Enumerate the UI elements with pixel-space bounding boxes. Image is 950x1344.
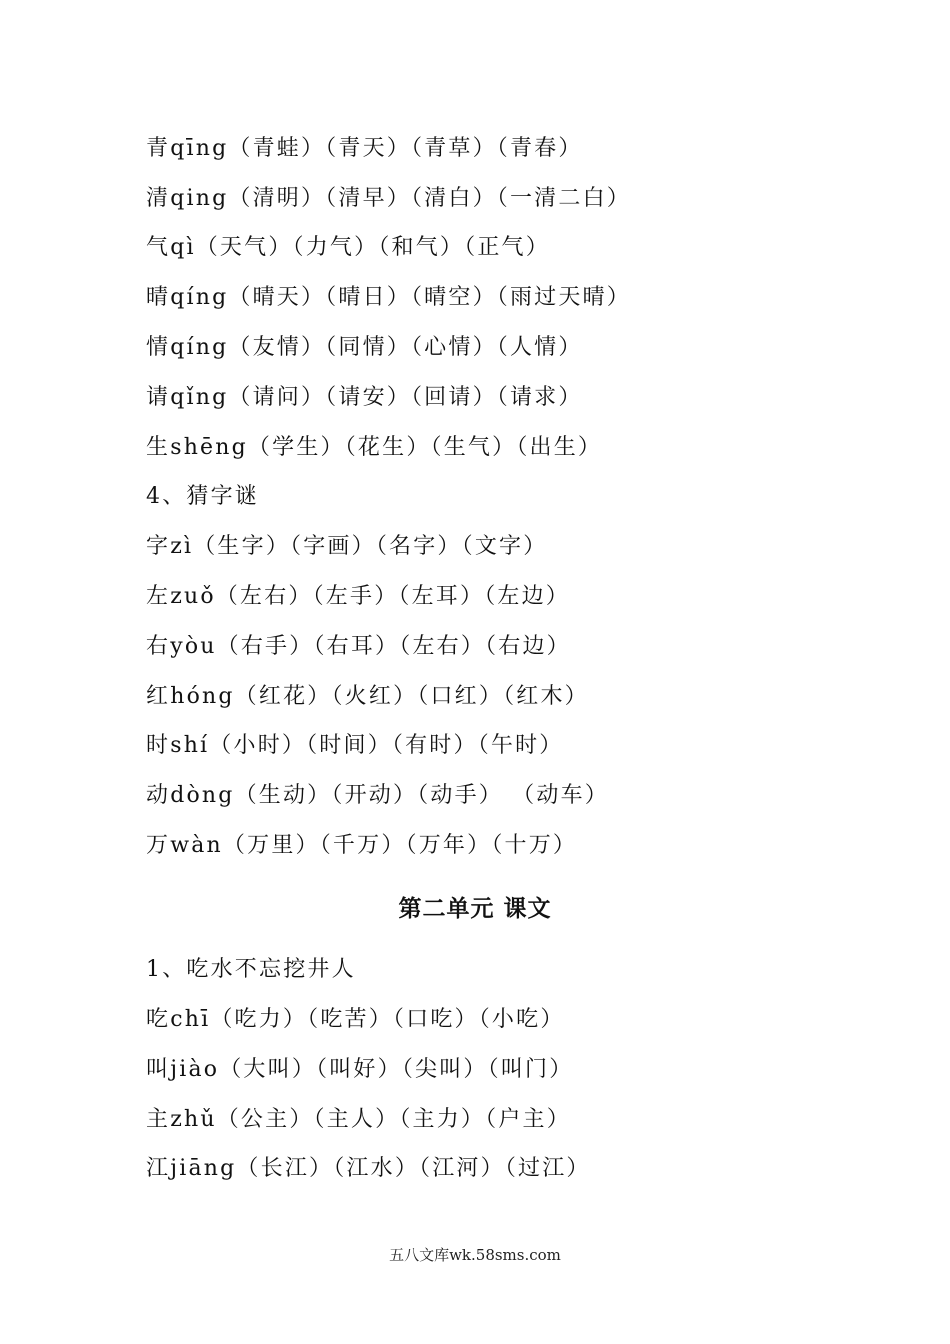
section-heading: 第二单元 课文 — [398, 896, 552, 922]
vocab-line: 右yòu（右手）（右耳）（左右）（右边） — [146, 634, 571, 659]
vocab-line: 晴qíng（晴天）（晴日）（晴空）（雨过天晴） — [146, 285, 631, 310]
vocab-line: 吃chī（吃力）（吃苦）（口吃）（小吃） — [146, 1007, 565, 1032]
lesson-title: 4、猜字谜 — [146, 484, 259, 509]
vocab-line: 时shí（小时）（时间）（有时）（午时） — [146, 733, 564, 758]
vocab-line: 江jiāng（长江）（江水）（江河）（过江） — [146, 1156, 591, 1181]
vocab-line: 字zì（生字）（字画）（名字）（文字） — [146, 534, 548, 559]
vocab-line: 主zhǔ（公主）（主人）（主力）（户主） — [146, 1107, 571, 1132]
vocab-line: 气qì（天气）（力气）（和气）（正气） — [146, 235, 550, 260]
vocab-line: 生shēng（学生）（花生）（生气）（出生） — [146, 435, 603, 460]
vocab-line: 情qíng（友情）（同情）（心情）（人情） — [146, 335, 583, 360]
vocab-line: 青qīng（青蛙）（青天）（青草）（青春） — [146, 136, 583, 161]
lesson-title: 1、吃水不忘挖井人 — [146, 957, 356, 982]
vocab-line: 红hóng（红花）（火红）（口红）（红木） — [146, 684, 589, 709]
vocab-line: 左zuǒ（左右）（左手）（左耳）（左边） — [146, 584, 571, 609]
vocab-line: 清qing（清明）（清早）（清白）（一清二白） — [146, 186, 631, 211]
vocab-line: 请qǐng（请问）（请安）（回请）（请求） — [146, 385, 583, 410]
page-footer: 五八文库wk.58sms.com — [389, 1246, 561, 1264]
vocab-line: 动dòng（生动）（开动）（动手） （动车） — [146, 783, 609, 808]
vocab-line: 叫jiào（大叫）（叫好）（尖叫）（叫门） — [146, 1057, 574, 1082]
vocab-line: 万wàn（万里）（千万）（万年）（十万） — [146, 833, 578, 858]
